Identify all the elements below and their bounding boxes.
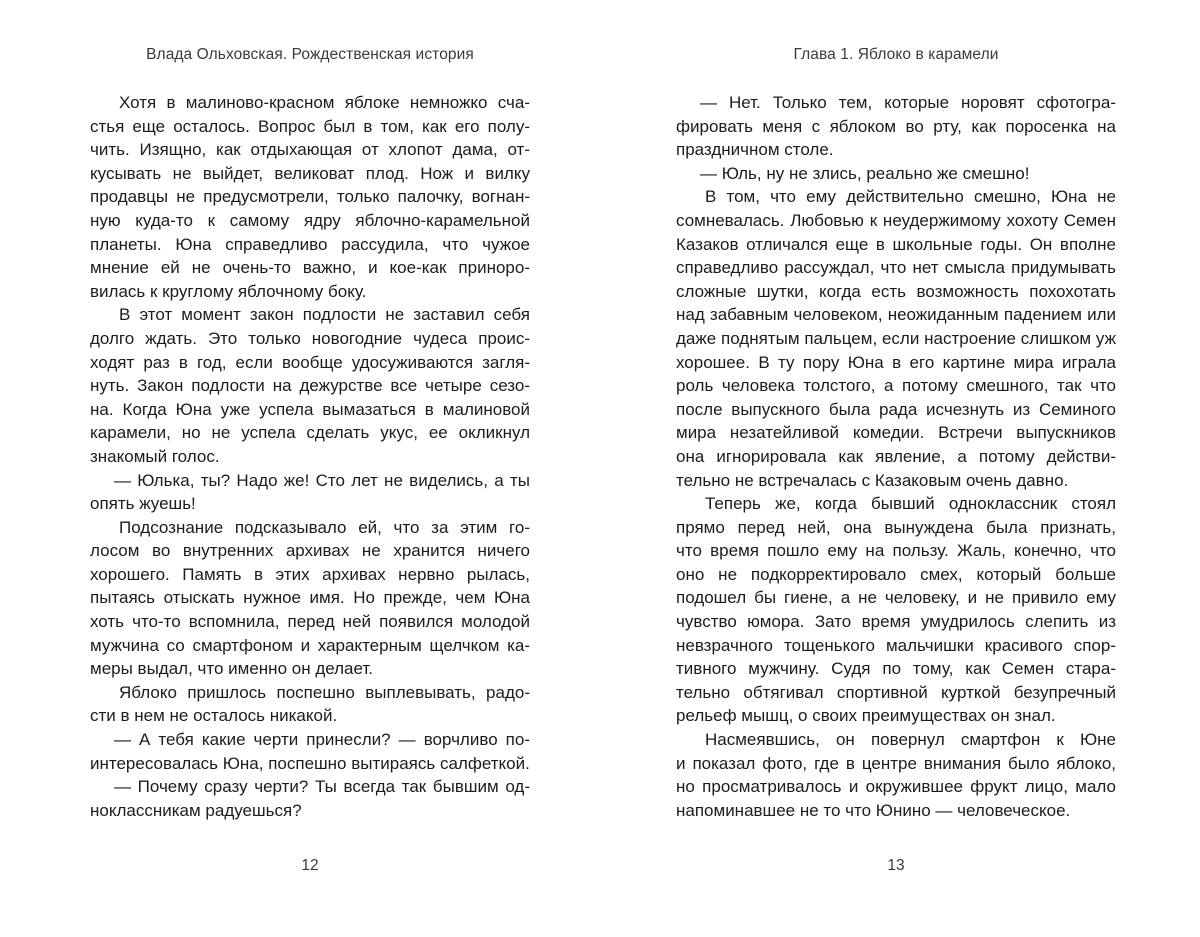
text-line: кусывать не выйдет, великоват плод. Нож и вилку bbox=[90, 163, 530, 183]
text-line: даже поднятым пальцем, если настроение слишком уж bbox=[676, 328, 1116, 348]
dialogue-paragraph bbox=[90, 469, 530, 516]
text-line: знакомый голос. bbox=[90, 446, 220, 466]
text-line: но просматривалось и окружившее фрукт лицо, мало bbox=[676, 777, 1116, 797]
text-line: справедливо рассуждал, что нет смысла придумывать bbox=[676, 258, 1116, 278]
paragraph bbox=[676, 185, 1116, 492]
text-line: хорошее. В ту пору Юна в его картине мира играла bbox=[676, 352, 1116, 372]
dialogue-paragraph bbox=[676, 162, 1116, 186]
page-number: 12 bbox=[301, 857, 319, 874]
text-line: она игнорировала как явление, а потому действи- bbox=[676, 446, 1116, 466]
text-line: Подсознание подсказывало ей, что за этим го- bbox=[119, 517, 530, 537]
running-header-chapter-title: Глава 1. Яблоко в карамели bbox=[793, 46, 999, 63]
text-line: после выпускного была рада исчезнуть из Семиного bbox=[676, 399, 1116, 419]
text-line: ноклассникам радуешься? bbox=[90, 800, 302, 820]
paragraph bbox=[90, 303, 530, 468]
paragraph bbox=[676, 728, 1116, 822]
text-line: тельно обтягивал спортивной курткой безупречный bbox=[676, 682, 1116, 702]
text-line: тивного мужчину. Судя по тому, как Семен стара- bbox=[676, 659, 1116, 679]
text-line: Насмеявшись, он повернул смартфон к Юне bbox=[705, 730, 1116, 750]
text-line: невзрачного тощенького мальчишки красивого спор- bbox=[676, 635, 1116, 655]
paragraph bbox=[90, 681, 530, 728]
page-body-text bbox=[676, 91, 1116, 822]
text-line: хорошего. Память в этих архивах нервно рылась, bbox=[90, 564, 530, 584]
text-line: мнение ей не очень-то важно, и кое-как приноро- bbox=[90, 258, 530, 278]
paragraph bbox=[90, 91, 530, 303]
left-page bbox=[90, 0, 530, 937]
text-line: ходят раз в год, если вообще удосуживаются загля- bbox=[90, 352, 530, 372]
page-body-text bbox=[90, 91, 530, 822]
text-line: долго ждать. Это только новогодние чудеса проис- bbox=[90, 328, 530, 348]
text-line: карамели, но не успела сделать укус, ее окликнул bbox=[90, 423, 530, 443]
text-line: мужчина со смартфоном и характерным щелчком ка- bbox=[90, 635, 530, 655]
text-line: стья еще осталось. Вопрос был в том, как его полу- bbox=[90, 116, 530, 136]
text-line: Яблоко пришлось поспешно выплевывать, радо- bbox=[119, 682, 530, 702]
text-line: лосом во внутренних архивах не хранится ничего bbox=[90, 541, 530, 561]
text-line: — А тебя какие черти принесли? — ворчливо по- bbox=[114, 730, 530, 750]
text-line: прямо перед ней, она вынуждена была признать, bbox=[676, 517, 1116, 537]
text-line: планеты. Юна справедливо рассудила, что чужое bbox=[90, 234, 530, 254]
text-line: фировать меня с яблоком во рту, как поросенка на bbox=[676, 116, 1116, 136]
text-line: В том, что ему действительно смешно, Юна не bbox=[705, 187, 1116, 207]
text-line: праздничном столе. bbox=[676, 140, 834, 160]
text-line: что время пошло ему на пользу. Жаль, конечно, что bbox=[676, 541, 1116, 561]
text-line: хоть что-то вспомнила, перед ней появился молодой bbox=[90, 612, 530, 632]
text-line: Казаков отличался еще в школьные годы. Он вполне bbox=[676, 234, 1116, 254]
text-line: сложные шутки, когда есть возможность похохотать bbox=[676, 281, 1116, 301]
text-line: интересовалась Юна, поспешно вытираясь салфеткой. bbox=[90, 753, 530, 773]
text-line: сти в нем не осталось никакой. bbox=[90, 706, 338, 726]
text-line: опять жуешь! bbox=[90, 494, 196, 514]
text-line: — Юль, ну не злись, реально же смешно! bbox=[700, 163, 1030, 183]
text-line: ную куда-то к самому ядру яблочно-карамельной bbox=[90, 210, 530, 230]
text-line: напоминавшее не то что Юнино — человеческое. bbox=[676, 800, 1071, 820]
text-line: Теперь же, когда бывший одноклассник стоял bbox=[705, 494, 1116, 514]
text-line: чить. Изящно, как отдыхающая от хлопот дама, от- bbox=[90, 140, 530, 160]
text-line: меры выдал, что именно он делает. bbox=[90, 659, 374, 679]
text-line: — Юлька, ты? Надо же! Сто лет не виделись, а ты bbox=[114, 470, 530, 490]
dialogue-paragraph bbox=[90, 775, 530, 822]
text-line: — Почему сразу черти? Ты всегда так бывшим од- bbox=[114, 777, 530, 797]
paragraph bbox=[676, 492, 1116, 728]
text-line: рельеф мышц, о своих преимуществах он знал. bbox=[676, 706, 1056, 726]
text-line: оно не подкорректировало смех, который больше bbox=[676, 564, 1116, 584]
paragraph bbox=[90, 516, 530, 681]
text-line: нуть. Закон подлости на дежурстве все четыре сезо- bbox=[90, 376, 530, 396]
text-line: В этот момент закон подлости не заставил себя bbox=[119, 305, 530, 325]
text-line: над забавным человеком, неожиданным падением или bbox=[676, 305, 1116, 325]
text-line: и показал фото, где в центре внимания было яблоко, bbox=[676, 753, 1116, 773]
right-page bbox=[676, 0, 1116, 937]
text-line: подошел бы гиене, а не человеку, и не привило ему bbox=[676, 588, 1116, 608]
text-line: Хотя в малиново-красном яблоке немножко сча- bbox=[119, 93, 530, 112]
text-line: на. Когда Юна уже успела вымазаться в малиновой bbox=[90, 399, 530, 419]
text-line: — Нет. Только тем, которые норовят сфотогра- bbox=[700, 93, 1116, 112]
page-number: 13 bbox=[887, 857, 905, 874]
dialogue-paragraph bbox=[676, 91, 1116, 162]
dialogue-paragraph bbox=[90, 728, 530, 775]
text-line: тельно не встречалась с Казаковым очень давно. bbox=[676, 470, 1069, 490]
text-line: роль человека толстого, а потому смешного, так что bbox=[676, 376, 1116, 396]
running-header-author-title: Влада Ольховская. Рождественская история bbox=[146, 46, 474, 63]
text-line: продавцы не предусмотрели, только палочку, вогнан- bbox=[90, 187, 530, 207]
text-line: сомневалась. Любовью к неудержимому хохоту Семен bbox=[676, 210, 1116, 230]
text-line: пытаясь отыскать нужное имя. Но прежде, чем Юна bbox=[90, 588, 530, 608]
text-line: чувство юмора. Зато время умудрилось слепить из bbox=[676, 612, 1116, 632]
text-line: вилась к круглому яблочному боку. bbox=[90, 281, 367, 301]
text-line: мира незатейливой комедии. Встречи выпускников bbox=[676, 423, 1116, 443]
